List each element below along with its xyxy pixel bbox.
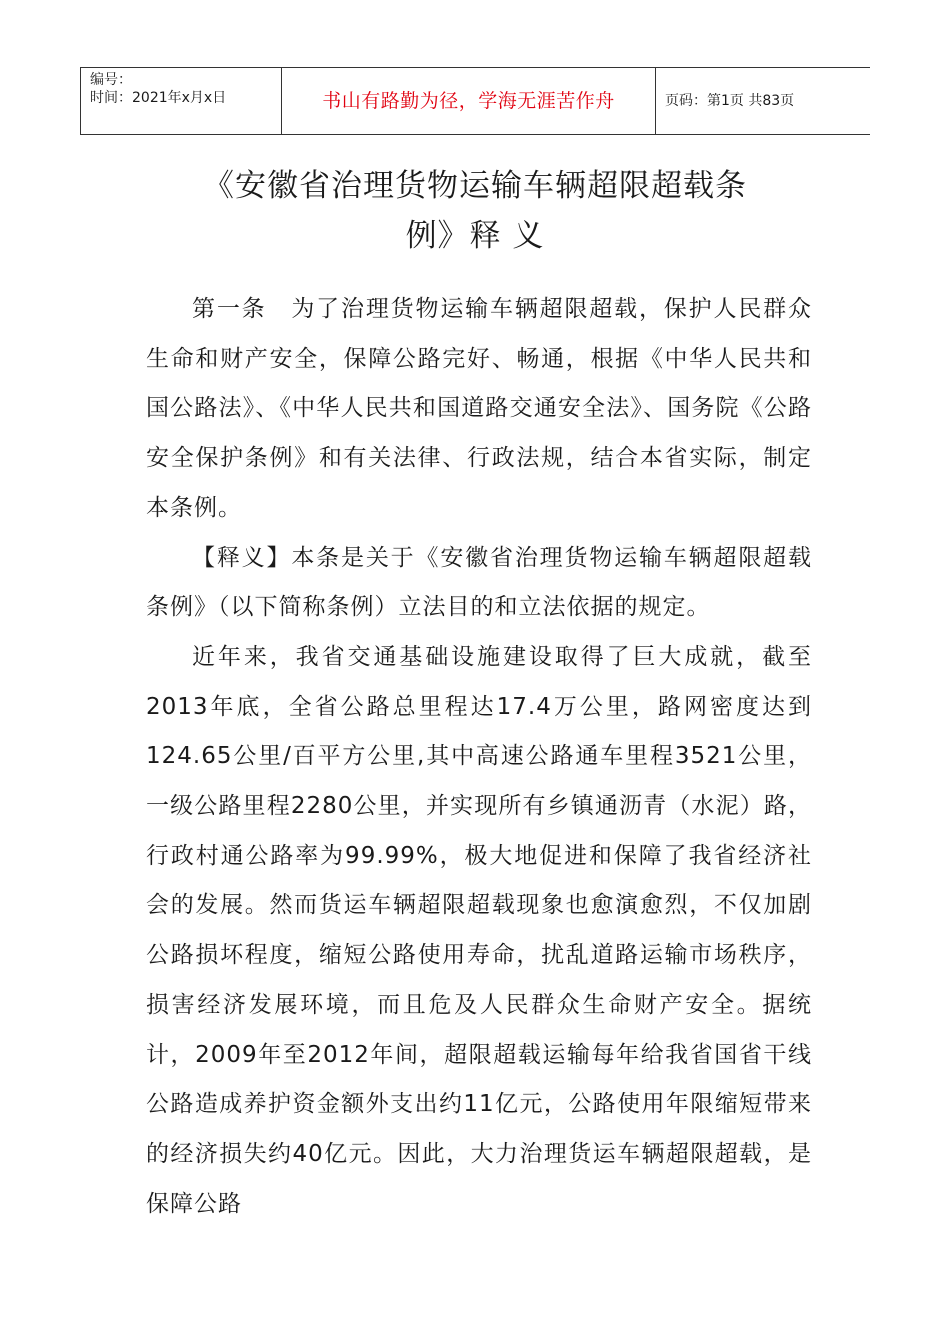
number-label: 编号：	[90, 72, 132, 88]
time-label: 时间：2021年x月x日	[90, 90, 227, 106]
paragraph-interpretation: 【释义】本条是关于《安徽省治理货物运输车辆超限超载条例》（以下简称条例）立法目的和立法依据的规定。	[146, 544, 812, 621]
document-header	[80, 67, 870, 135]
paragraph-background: 近年来，我省交通基础设施建设取得了巨大成就，截至2013年底，全省公路总里程达17.4万公里，路网密度达到124.65公里/百平方公里,其中高速公路通车里程3521公里，一级公路里程2280公里，并实现所有乡镇通沥青（水泥）路，行政村通公路率为99.99%，极大地促进和保障了我省经济社会的发展。然而货运车辆超限超载现象也愈演愈烈，不仅加剧公路损坏程度，缩短公路使用寿命，扰乱道路运输市场秩序，损害经济发展环境，而且危及人民群众生命财产安全。据统计，2009年至2012年间，超限超载运输每年给我省国省干线公路造成养护资金额外支出约11亿元，公路使用年限缩短带来的经济损失约40亿元。因此，大力治理货运车辆超限超载，是保障公路	[146, 643, 812, 1217]
header-meta-cell	[81, 68, 282, 134]
document-title-line-1: 《安徽省治理货物运输车辆超限超载条	[203, 168, 747, 204]
document-title-line-2: 例》释 义	[405, 218, 545, 254]
document-body	[146, 285, 812, 1229]
paragraph-article-1: 第一条 为了治理货物运输车辆超限超载，保护人民群众生命和财产安全，保障公路完好、畅通，根据《中华人民共和国公路法》、《中华人民共和国道路交通安全法》、国务院《公路安全保护条例》和有关法律、行政法规，结合本省实际，制定本条例。	[146, 296, 812, 521]
header-page-info: 页码：第1页 共83页	[665, 93, 795, 109]
header-motto: 书山有路勤为径，学海无涯苦作舟	[282, 68, 656, 134]
